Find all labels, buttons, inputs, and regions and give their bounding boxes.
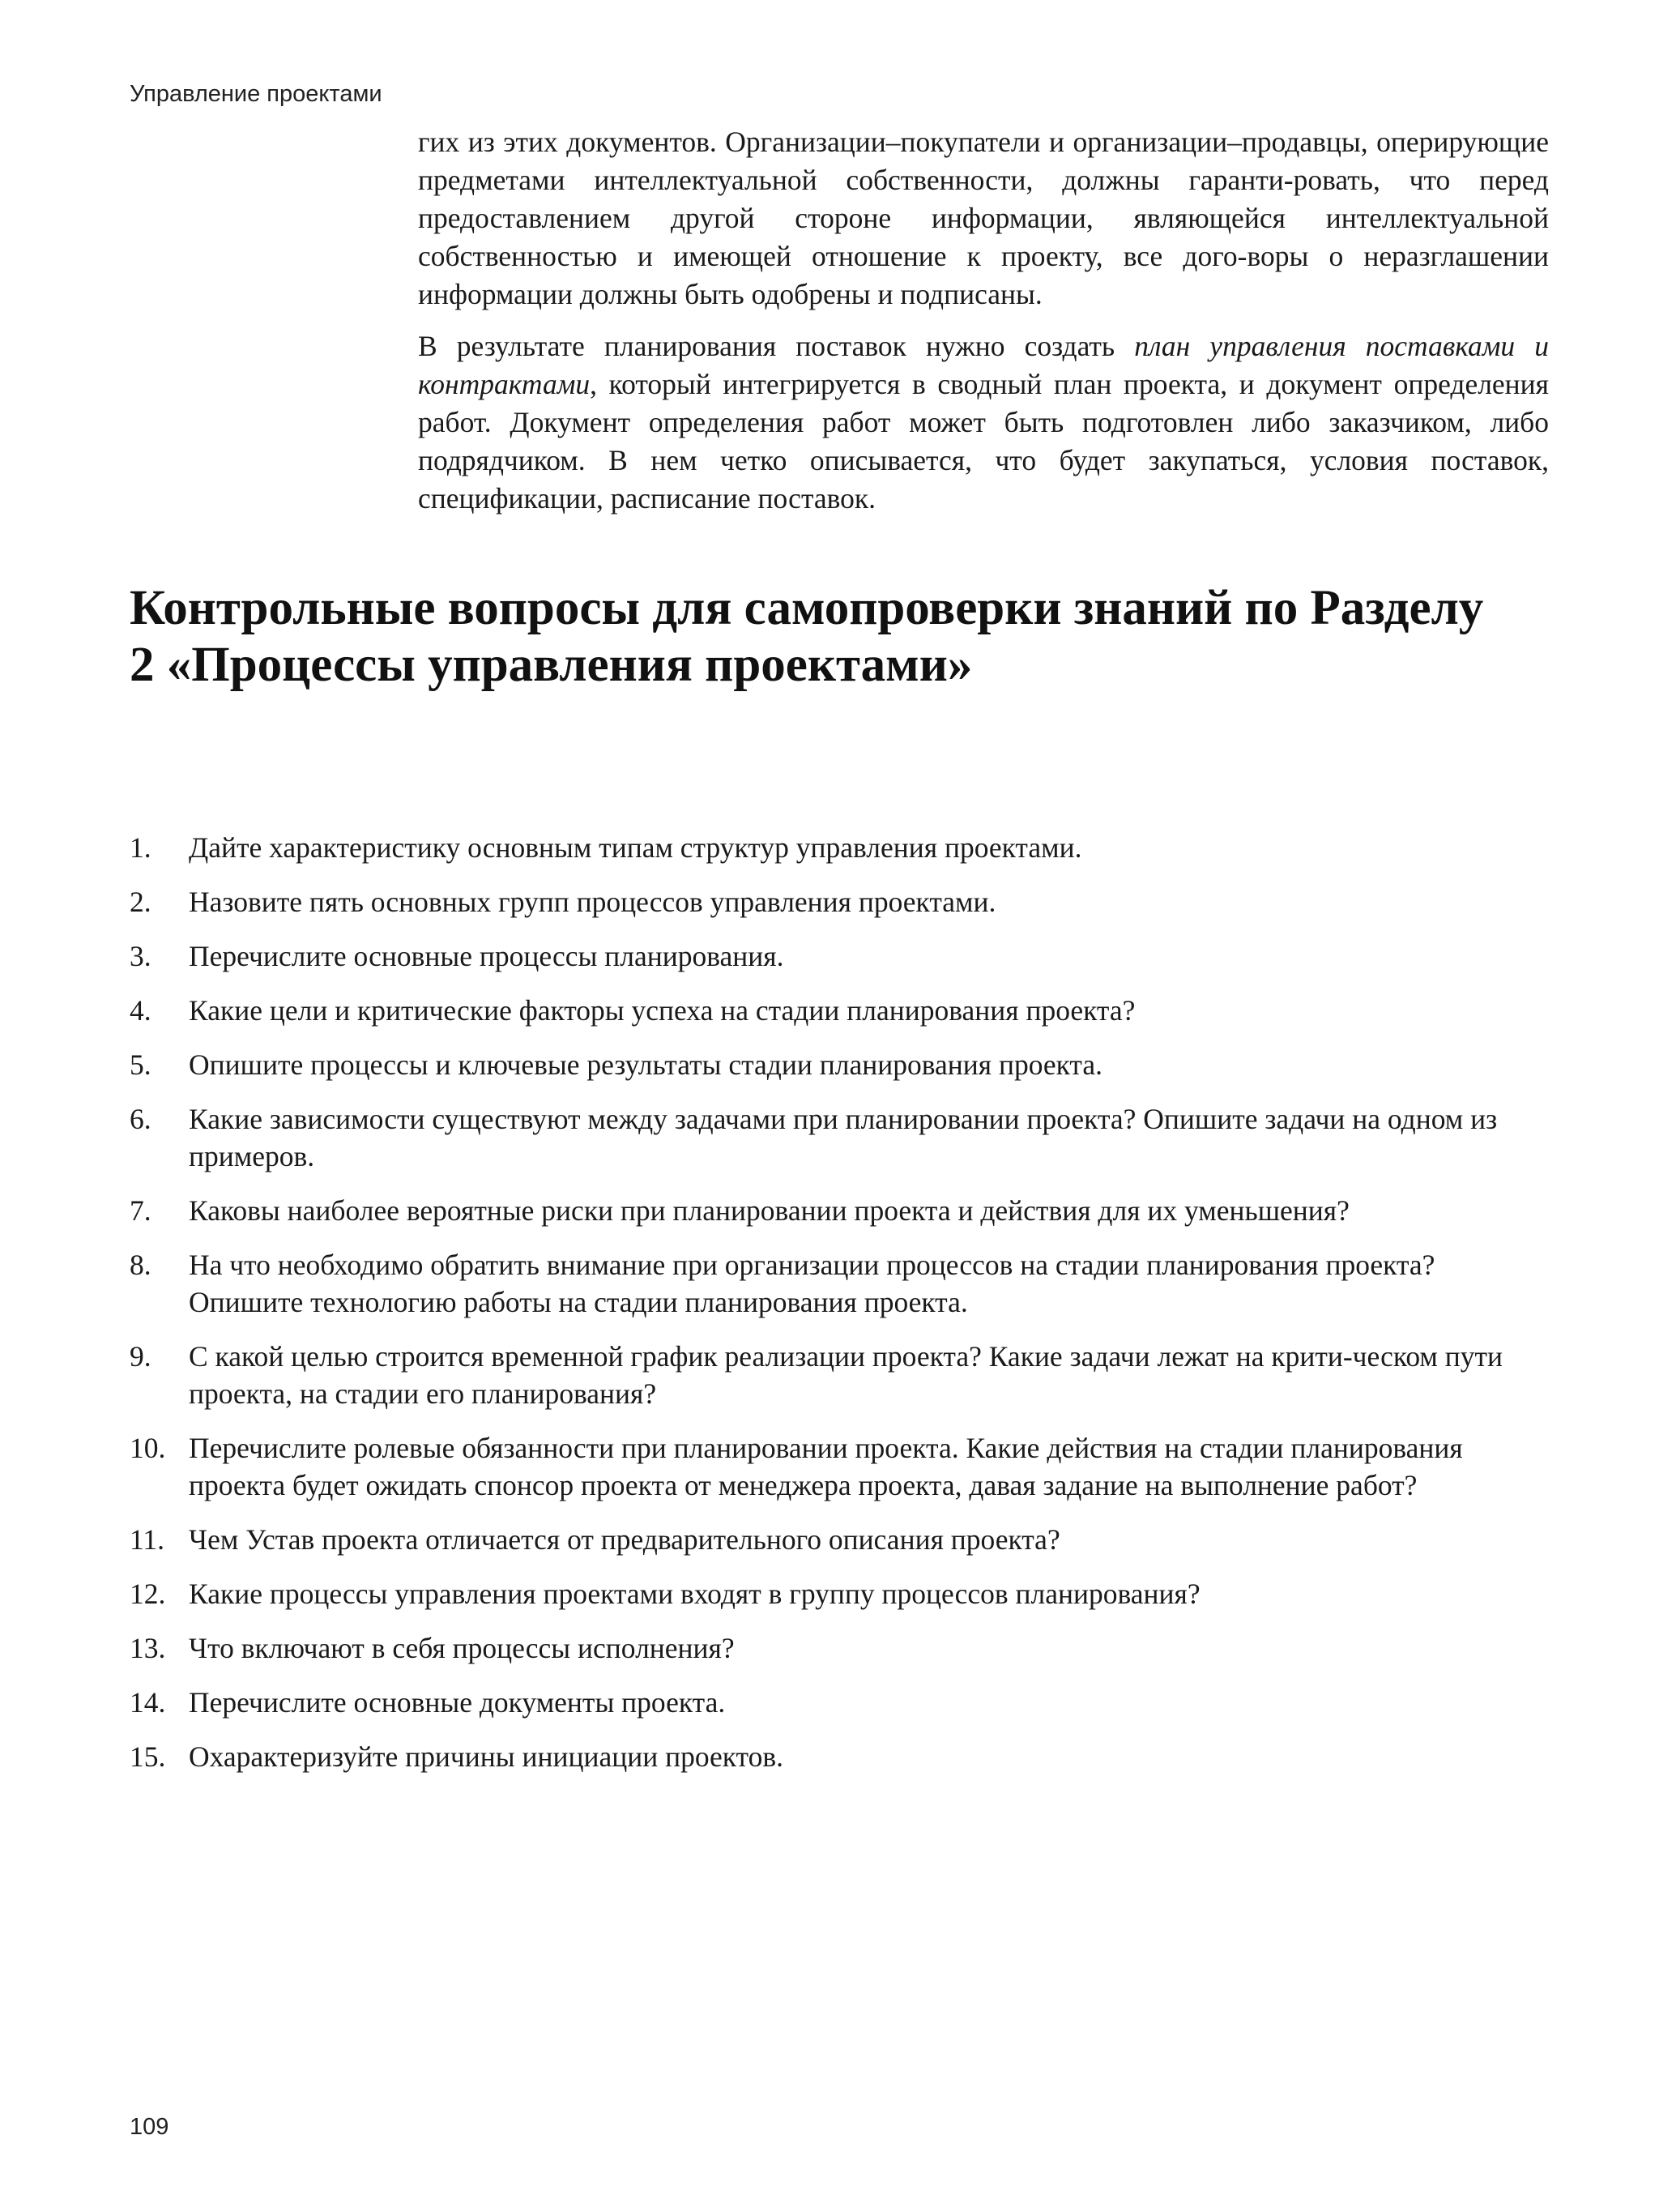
page-number: 109 (130, 2114, 169, 2140)
question-item (130, 829, 1549, 866)
question-item (130, 1100, 1549, 1175)
question-item (130, 1246, 1549, 1321)
question-item (130, 1192, 1549, 1229)
question-number: 3. (130, 940, 151, 972)
question-item (130, 1575, 1549, 1612)
question-number: 6. (130, 1103, 151, 1135)
question-number: 5. (130, 1048, 151, 1081)
paragraph-1: гих из этих документов. Организации–покупатели и организации–продавцы, оперирующие предметами интеллектуальной собственности, должны гаранти-ровать, что перед предоставлением другой стороне информации, являющейся интеллектуальной собственностью и имеющей отношение к проекту, все дого-воры о неразглашении информации должны быть одобрены и подписаны. (418, 126, 1549, 310)
running-head: Управление проектами (130, 81, 382, 107)
question-number: 10. (130, 1432, 166, 1464)
question-number: 12. (130, 1578, 166, 1610)
question-number: 4. (130, 994, 151, 1027)
section-heading: Контрольные вопросы для самопроверки знаний по Разделу 2 «Процессы управления проектами» (130, 581, 1484, 692)
question-text: Дайте характеристику основным типам структур управления проектами. (189, 831, 1082, 864)
question-item (130, 1046, 1549, 1083)
question-item (130, 1521, 1549, 1558)
question-number: 9. (130, 1340, 151, 1373)
question-item (130, 1629, 1549, 1667)
question-text: Какие процессы управления проектами входят в группу процессов планирования? (189, 1578, 1201, 1610)
question-text: Перечислите основные процессы планирования. (189, 940, 784, 972)
question-item (130, 1684, 1549, 1721)
question-number: 14. (130, 1686, 166, 1719)
question-number: 2. (130, 886, 151, 918)
question-text: На что необходимо обратить внимание при организации процессов на стадии планирования проекта? Опишите технологию работы на стадии планирования проекта. (189, 1249, 1435, 1318)
question-text: Какие зависимости существуют между задачами при планировании проекта? Опишите задачи на одном из примеров. (189, 1103, 1498, 1172)
question-number: 1. (130, 831, 151, 864)
body-text (418, 123, 1549, 518)
question-number: 7. (130, 1194, 151, 1227)
question-text: Перечислите основные документы проекта. (189, 1686, 726, 1719)
question-text: Перечислите ролевые обязанности при планировании проекта. Какие действия на стадии планирования проекта будет ожидать спонсор проекта от менеджера проекта, давая задание на выполнение работ? (189, 1432, 1463, 1501)
question-text: Опишите процессы и ключевые результаты стадии планирования проекта. (189, 1048, 1102, 1081)
paragraph-2 (418, 327, 1549, 518)
question-number: 8. (130, 1249, 151, 1281)
paragraph-2-start: В результате планирования поставок нужно создать (418, 330, 1135, 362)
paragraph-2-emphasis: план управления поставками и контрактами (418, 330, 1549, 400)
question-text: С какой целью строится временной график реализации проекта? Какие задачи лежат на крити-ческом пути проекта, на стадии его планирования? (189, 1340, 1503, 1410)
question-text: Назовите пять основных групп процессов управления проектами. (189, 886, 996, 918)
question-text: Чем Устав проекта отличается от предварительного описания проекта? (189, 1523, 1060, 1556)
question-item (130, 883, 1549, 920)
question-text: Что включают в себя процессы исполнения? (189, 1632, 735, 1664)
question-item (130, 1429, 1549, 1504)
question-item (130, 1738, 1549, 1775)
question-item (130, 992, 1549, 1029)
questions-list (130, 829, 1549, 1792)
question-text: Какие цели и критические факторы успеха на стадии планирования проекта? (189, 994, 1136, 1027)
question-item (130, 937, 1549, 975)
question-number: 11. (130, 1523, 165, 1556)
question-number: 15. (130, 1740, 166, 1773)
question-item (130, 1338, 1549, 1412)
question-text: Каковы наиболее вероятные риски при планировании проекта и действия для их уменьшения? (189, 1194, 1350, 1227)
question-number: 13. (130, 1632, 166, 1664)
question-text: Охарактеризуйте причины инициации проектов. (189, 1740, 783, 1773)
paragraph-2-end: , который интегрируется в сводный план проекта, и документ определения работ. Документ определения работ может быть подготовлен либо заказчиком, либо подрядчиком. В нем четко описывается, что будет закупаться, условия поставок, спецификации, расписание поставок. (418, 368, 1549, 515)
